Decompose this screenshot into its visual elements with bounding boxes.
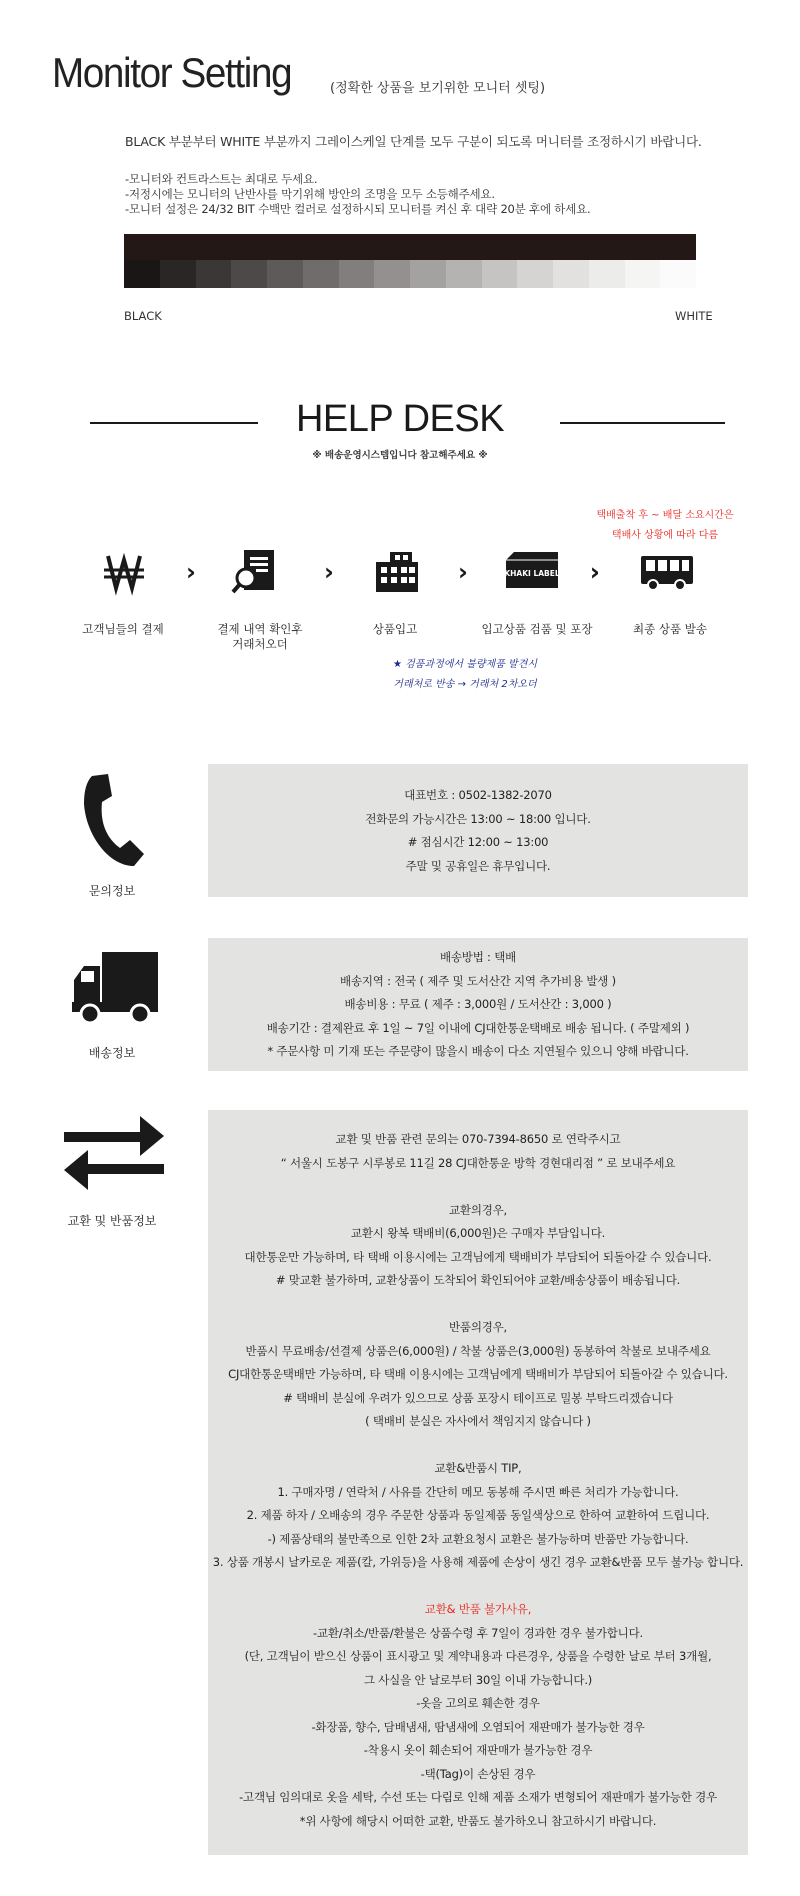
step-label-inspect: 입고상품 검품 및 포장 — [481, 622, 593, 636]
exchange-info-line: # 맞교환 불가하며, 교환상품이 도착되어 확인되어야 교환/배송상품이 배송됩니다. — [275, 1273, 681, 1287]
building-icon — [364, 548, 424, 596]
shipping-info-line: 배송방법 : 택배 — [439, 950, 517, 964]
grayscale-step — [231, 260, 267, 288]
exchange-info-line: 교환& 반품 불가사유, — [424, 1602, 532, 1616]
grayscale-step — [196, 260, 232, 288]
monitor-setting-title: Monitor Setting — [52, 49, 292, 96]
grayscale-step — [625, 260, 661, 288]
exchange-info-line: 그 사실을 안 날로부터 30일 이내 가능합니다.) — [363, 1672, 593, 1687]
exchange-info-line: 1. 구매자명 / 연락처 / 사유를 간단히 메모 동봉해 주시면 빠른 처리가 가능합니다. — [277, 1484, 679, 1499]
grayscale-step — [660, 260, 696, 288]
exchange-info-line: 반품시 무료배송/선결제 상품은(6,000원) / 착불 상품은(3,000원) 동봉하여 착불로 보내주세요 — [245, 1343, 711, 1358]
helpdesk-title: HELP DESK — [295, 398, 505, 440]
exchange-info-line: “ 서울시 도봉구 시루봉로 11길 28 CJ대한통운 방학 경현대리점 ” 로 보내주세요 — [280, 1155, 676, 1170]
exchange-info-line — [208, 1293, 748, 1317]
delivery-time-note-line: 택배사 상황에 따라 다름 — [611, 530, 719, 541]
truck-icon — [70, 950, 160, 1032]
grayscale-step — [517, 260, 553, 288]
shipping-info-label: 배송정보 — [88, 1046, 136, 1060]
shipping-info-line: 배송비용 : 무료 ( 제주 : 3,000원 / 도서산간 : 3,000 ) — [344, 997, 612, 1011]
exchange-info-line: -교환/취소/반품/환불은 상품수령 후 7일이 경과한 경우 불가합니다. — [313, 1625, 643, 1640]
contact-info-line: 대표번호 : 0502-1382-2070 — [404, 788, 552, 802]
exchange-info-line: -택(Tag)이 손상된 경우 — [420, 1766, 536, 1781]
delivery-time-note — [580, 506, 750, 546]
document-search-icon — [226, 548, 286, 596]
monitor-note: -모니터 설정은 24/32 BIT 수백만 컬러로 설정하시되 모니터를 켜신 후 대략 20분 후에 하세요. — [125, 202, 591, 216]
shipping-info-box — [208, 938, 748, 1071]
exchange-info-line: -옷을 고의로 훼손한 경우 — [416, 1696, 540, 1710]
grayscale-step — [446, 260, 482, 288]
box-icon — [500, 548, 564, 596]
monitor-setting-subtitle: (정확한 상품을 보기위한 모니터 셋팅) — [330, 81, 546, 96]
exchange-info-line: -) 제품상태의 불만족으로 인한 2차 교환요청시 교환은 불가능하며 반품만 가능합니다. — [267, 1531, 689, 1546]
contact-info-label: 문의정보 — [88, 884, 136, 898]
exchange-info-line: 교환의경우, — [449, 1202, 507, 1217]
inspection-note-line: ★ 검품과정에서 불량제품 발견시 — [392, 659, 538, 670]
inspection-note-line: 거래처로 반송 → 거래처 2차오더 — [393, 679, 537, 690]
exchange-info-line: ( 택배비 분실은 자사에서 책임지지 않습니다 ) — [365, 1414, 591, 1428]
exchange-info-line: 2. 제품 하자 / 오배송의 경우 주문한 상품과 동일제품 동일색상으로 한하여 교환하여 드립니다. — [246, 1508, 710, 1522]
monitor-notes — [125, 172, 591, 217]
chevron-right-icon: › — [458, 558, 468, 586]
contact-info-box — [208, 764, 748, 897]
exchange-info-line: 반품의경우, — [449, 1320, 507, 1334]
step-label-order: 결제 내역 확인후 거래처오더 — [217, 622, 303, 651]
exchange-info-label: 교환 및 반품정보 — [67, 1214, 157, 1228]
inspection-note — [300, 655, 630, 695]
contact-info-line: # 점심시간 12:00 ~ 13:00 — [407, 835, 549, 849]
exchange-info-line: 교환&반품시 TIP, — [434, 1461, 522, 1475]
grayscale-step — [267, 260, 303, 288]
grayscale-step — [374, 260, 410, 288]
exchange-info-line: 교환시 왕복 택배비(6,000원)은 구매자 부담입니다. — [350, 1226, 606, 1240]
grayscale-black-bar — [124, 234, 696, 260]
shipping-info-line: * 주문사항 미 기재 또는 주문량이 많을시 배송이 다소 지연될수 있으니 양해 바랍니다. — [267, 1044, 689, 1058]
monitor-note: -저정시에는 모니터의 난반사를 막기위해 방안의 조명을 모두 소등해주세요. — [125, 187, 495, 201]
exchange-info-line: -고객님 임의대로 옷을 세탁, 수선 또는 다림로 인해 제품 소재가 변형되어 재판매가 불가능한 경우 — [239, 1790, 717, 1804]
grayscale-step — [553, 260, 589, 288]
grayscale-step — [589, 260, 625, 288]
exchange-info-line: -착용시 옷이 훼손되어 재판매가 불가능한 경우 — [363, 1743, 593, 1757]
grayscale-step — [160, 260, 196, 288]
step-label-stock: 상품입고 — [372, 622, 418, 636]
grayscale-step — [124, 260, 160, 288]
exchange-info-line — [208, 1175, 748, 1199]
exchange-info-line: 교환 및 반품 관련 문의는 070-7394-8650 로 연락주시고 — [335, 1132, 621, 1146]
chevron-right-icon: › — [186, 558, 196, 586]
chevron-right-icon: › — [324, 558, 334, 586]
shipping-info-line: 배송지역 : 전국 ( 제주 및 도서산간 지역 추가비용 발생 ) — [340, 973, 616, 988]
grayscale-step — [482, 260, 518, 288]
delivery-time-note-line: 택배출착 후 ~ 배달 소요시간은 — [596, 510, 734, 521]
exchange-info-line: 대한통운만 가능하며, 타 택배 이용시에는 고객님에게 택배비가 부담되어 되돌아갈 수 있습니다. — [244, 1249, 712, 1264]
contact-info-line: 전화문의 가능시간은 13:00 ~ 18:00 입니다. — [365, 811, 591, 826]
exchange-info-line: -화장품, 향수, 담배냄새, 땀냄새에 오염되어 재판매가 불가능한 경우 — [311, 1719, 645, 1734]
step-label-ship: 최종 상품 발송 — [633, 622, 707, 636]
exchange-info-line — [208, 1575, 748, 1599]
won-icon — [94, 548, 154, 596]
grayscale-white-label: WHITE — [675, 309, 713, 323]
grayscale-step — [339, 260, 375, 288]
exchange-info-line: 3. 상품 개봉시 날카로운 제품(칼, 가위등)을 사용해 제품에 손상이 생긴 경우 교환&반품 모두 불가능 합니다. — [212, 1555, 744, 1569]
helpdesk-note: ※ 배송운영시스템입니다 참고해주세요 ※ — [312, 450, 488, 461]
box-label-text: KHAKI LABEL — [504, 569, 560, 578]
grayscale-step — [410, 260, 446, 288]
grayscale-steps — [124, 260, 696, 288]
exchange-info-box — [208, 1110, 748, 1855]
exchange-info-line: CJ대한통운택배만 가능하며, 타 택배 이용시에는 고객님에게 택배비가 부담되어 되돌아갈 수 있습니다. — [228, 1367, 728, 1381]
exchange-info-line: *위 사항에 해당시 어떠한 교환, 반품도 불가하오니 참고하시기 바랍니다. — [299, 1813, 657, 1828]
grayscale-black-label: BLACK — [124, 309, 162, 323]
bus-icon — [638, 548, 698, 596]
shipping-info-line: 배송기간 : 결제완료 후 1일 ~ 7일 이내에 CJ대한통운택배로 배송 됩니다. ( 주말제외 ) — [266, 1020, 690, 1035]
exchange-info-line: (단, 고객님이 받으신 상품이 표시광고 및 계약내용과 다른경우, 상품을 수령한 날로 부터 3개월, — [244, 1649, 712, 1663]
monitor-note: -모니터와 컨트라스트는 최대로 두세요. — [125, 172, 318, 186]
step-label-payment: 고객님들의 결제 — [82, 622, 164, 636]
monitor-description: BLACK 부분부터 WHITE 부분까지 그레이스케일 단계를 모두 구분이 되도록 머니터를 조정하시기 바랍니다. — [125, 134, 702, 149]
phone-icon — [78, 770, 148, 874]
exchange-arrows-icon — [62, 1112, 166, 1198]
exchange-info-line: # 택배비 분실에 우려가 있으므로 상품 포장시 테이프로 밀봉 부탁드리겠습니다 — [283, 1390, 673, 1405]
grayscale-step — [303, 260, 339, 288]
contact-info-line: 주말 및 공휴일은 휴무입니다. — [405, 858, 551, 873]
exchange-info-line — [208, 1434, 748, 1458]
